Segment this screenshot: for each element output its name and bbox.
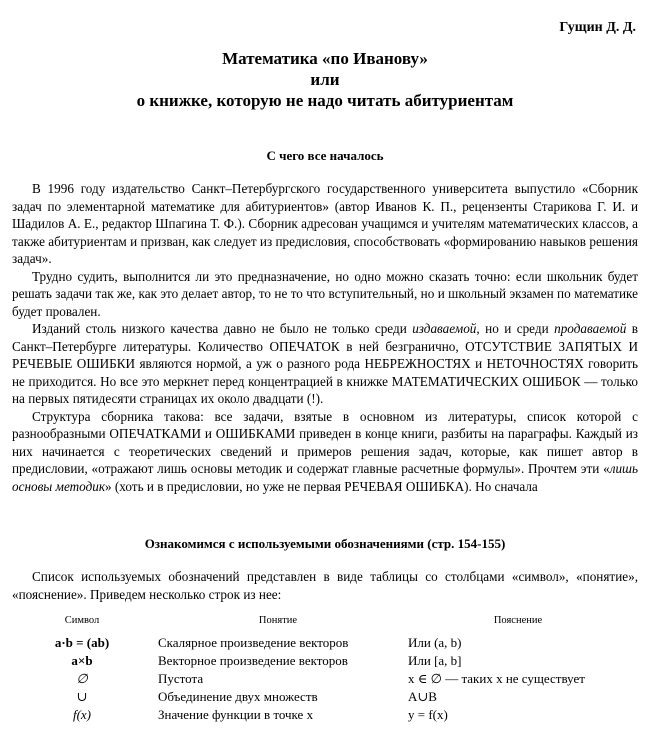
cell-note: Или [a, b] xyxy=(408,653,462,668)
notation-table xyxy=(12,615,638,724)
cell-symbol: a×b xyxy=(71,653,93,668)
cell-symbol: ∪ xyxy=(76,689,88,704)
table-row xyxy=(12,652,638,670)
table-row xyxy=(12,688,638,706)
cell-note: A∪B xyxy=(408,689,437,704)
cell-concept: Скалярное произведение векторов xyxy=(158,635,349,650)
paragraph: Трудно судить, выполнится ли это предназначение, но одно можно сказать точно: если школьник будет решать задачи так же, как это делает автор, то не то что вступительный, но и школьный экзамен по математике будет провален. xyxy=(12,268,638,319)
cell-concept: Значение функции в точке x xyxy=(158,707,314,722)
table-row xyxy=(12,706,638,724)
paragraph: Изданий столь низкого качества давно не было не только среди издаваемой, но и среди продаваемой в Санкт–Петербурге литературы. Количество ОПЕЧАТОК в ней безгранично, ОТСУТСТВИЕ ЗАПЯТЫХ И РЕЧЕВЫЕ ОШИБКИ являются нормой, а уж о разного рода НЕБРЕЖНОСТЯХ и НЕТОЧНОСТЯХ говорить не приходится. Но все это меркнет перед концентрацией в книжке МАТЕМАТИЧЕСКИХ ОШИБОК — только на первых пятидесяти страницах их около двадцати (!). xyxy=(12,321,639,406)
cell-symbol: ∅ xyxy=(76,671,88,686)
paragraph: Структура сборника такова: все задачи, взятые в основном из литературы, список которой с разнообразными ОПЕЧАТКАМИ и ОШИБКАМИ приведен в конце книги, разбиты на параграфы. Каждый из них начинается с теоретических сведений и примеров решения задач, которые, как пишет автор в предисловии, «отражают лишь основы методик и содержат главные расчетные формулы». Прочтем эти «лишь основы методик» (хоть и в предисловии, но уже не первая РЕЧЕВАЯ ОШИБКА). Но сначала xyxy=(12,408,638,494)
title-line-2: или xyxy=(310,70,340,89)
author-name: Гущин Д. Д. xyxy=(559,20,636,35)
paragraph: В 1996 году издательство Санкт–Петербургского государственного университета выпустило «Сборник задач по элементарной математике для абитуриентов» (автор Иванов К. П., рецензенты Старикова Г. И. и Шадилов А. Е., редактор Шпагина Т. Ф.). Сборник адресован учащимся и учителям математических классов, а также абитуриентам и призван, как следует из предисловия, способствовать «формированию навыков решения задач». xyxy=(12,181,638,266)
cell-concept: Пустота xyxy=(158,671,204,686)
header-symbol: Символ xyxy=(64,615,100,626)
cell-symbol: f(x) xyxy=(72,707,92,722)
title-line-1: Математика «по Иванову» xyxy=(222,49,428,68)
cell-concept: Объединение двух множеств xyxy=(158,689,318,704)
header-concept: Понятие xyxy=(258,615,298,626)
section-1-heading: С чего все началось xyxy=(266,148,384,163)
title-line-3: о книжке, которую не надо читать абитуриентам xyxy=(136,91,514,110)
table-header-row xyxy=(12,615,638,634)
section-2-heading: Ознакомимся с используемыми обозначениями (стр. 154-155) xyxy=(144,536,506,551)
section-2-body xyxy=(12,568,638,603)
document-title xyxy=(0,48,650,111)
cell-note: x ∈ ∅ — таких x не существует xyxy=(408,671,585,686)
section-1-body xyxy=(12,180,638,495)
header-note: Пояснение xyxy=(493,615,543,626)
table-row xyxy=(12,634,638,652)
paragraph: Список используемых обозначений представлен в виде таблицы со столбцами «символ», «понятие», «пояснение». Приведем несколько строк из нее: xyxy=(12,569,638,602)
cell-note: Или (a, b) xyxy=(408,635,462,650)
table-row xyxy=(12,670,638,688)
cell-concept: Векторное произведение векторов xyxy=(158,653,348,668)
cell-note: y = f(x) xyxy=(408,707,448,722)
cell-symbol: a·b = (ab) xyxy=(54,635,110,650)
